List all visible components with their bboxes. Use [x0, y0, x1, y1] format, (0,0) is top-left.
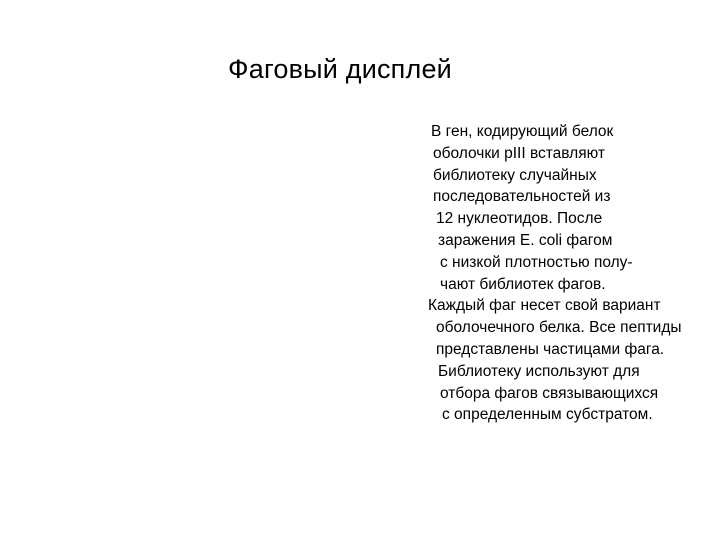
- body-line: оболочки pIII вставляют: [433, 144, 605, 162]
- body-line: представлены частицами фага.: [436, 340, 665, 358]
- body-line: библиотеку случайных: [433, 166, 597, 184]
- body-line: Каждый фаг несет свой вариант: [428, 297, 661, 315]
- body-line: с низкой плотностью полу-: [440, 253, 633, 271]
- slide-title: Фаговый дисплей: [228, 54, 452, 84]
- body-line: В ген, кодирующий белок: [431, 123, 614, 140]
- body-line: Библиотеку используют для: [438, 362, 640, 380]
- slide-body: [428, 121, 720, 426]
- body-line: заражения E. coli фагом: [438, 231, 613, 249]
- body-line: последовательностей из: [433, 188, 611, 206]
- body-line: оболочечного белка. Все пептиды: [436, 319, 682, 337]
- body-line: 12 нуклеотидов. После: [436, 210, 603, 228]
- body-line: с определенным субстратом.: [442, 406, 653, 424]
- body-line: чают библиотек фагов.: [440, 275, 606, 293]
- body-line: отбора фагов связывающихся: [440, 384, 659, 402]
